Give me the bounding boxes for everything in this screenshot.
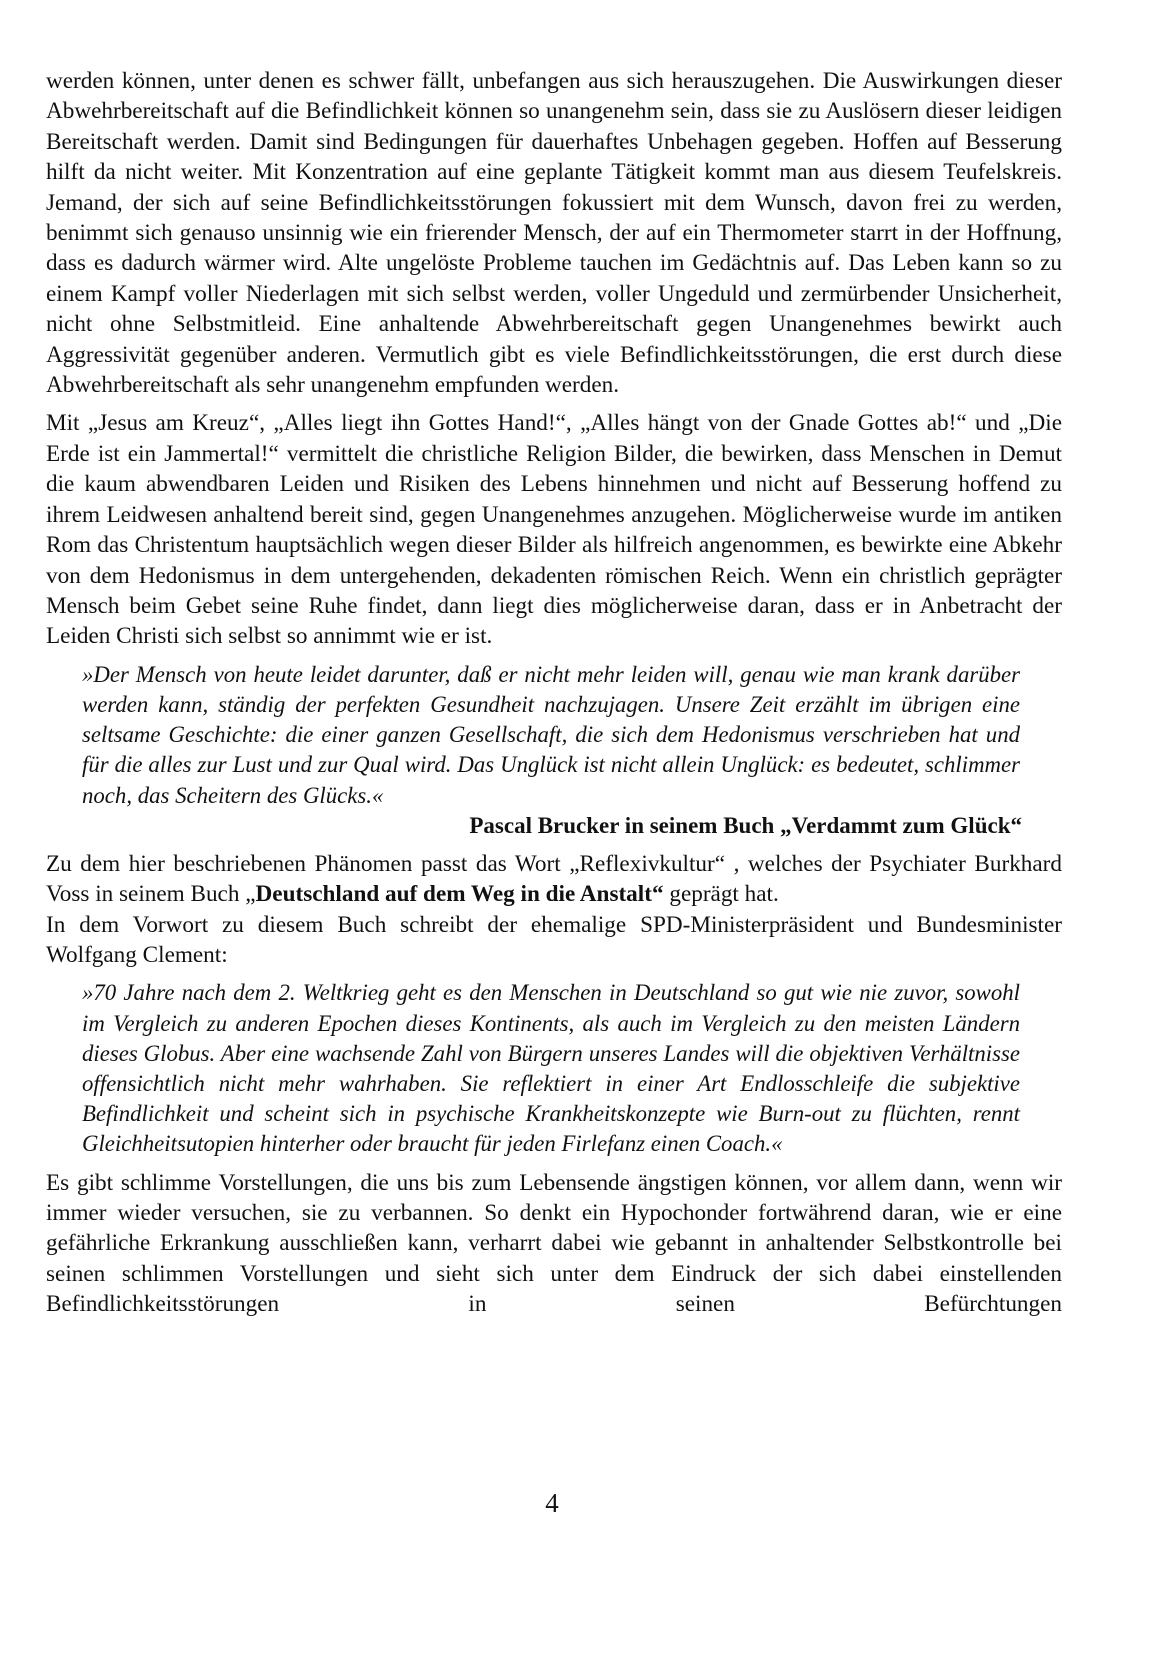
paragraph-christliche-religion: Mit „Jesus am Kreuz“, „Alles liegt ihn Gottes Hand!“, „Alles hängt von der Gnade Gottes ab!“ und „Die Erde ist ein Jammertal!“ vermittelt die christliche Religion Bilder, die bewirken, dass Menschen in Demut die kaum abwendbaren Leiden und Risiken des Lebens hinnehmen und nicht auf Besserung hoffend zu ihrem Leidwesen anhaltend bereit sind, gegen Unangenehmes anzugehen. Möglicherweise wurde im antiken Rom das Christentum hauptsächlich wegen dieser Bilder als hilfreich angenommen, es bewirkte eine Abkehr von dem Hedonismus in dem untergehenden, dekadenten römischen Reich. Wenn ein christlich geprägter Mensch beim Gebet seine Ruhe findet, dann liegt dies möglicherweise daran, dass er in Anbetracht der Leiden Christi sich selbst so annimmt wie er ist. xyxy=(46,410,1062,650)
paragraph-abwehrbereitschaft: werden können, unter denen es schwer fällt, unbefangen aus sich herauszugehen. Die Auswirkungen dieser Abwehrbereitschaft auf die Befindlichkeit können so unangenehm sein, dass sie zu Auslösern dieser leidigen Bereitschaft werden. Damit sind Bedingungen für dauerhaftes Unbehagen gegeben. Hoffen auf Besserung hilft da nicht weiter. Mit Konzentration auf eine geplante Tätigkeit kommt man aus diesem Teufelskreis. Jemand, der sich auf seine Befindlichkeitsstörungen fokussiert mit dem Wunsch, davon frei zu werden, benimmt sich genauso unsinnig wie ein frierender Mensch, der auf ein Thermometer starrt in der Hoffnung, dass es dadurch wärmer wird. Alte ungelöste Probleme tauchen im Gedächtnis auf. Das Leben kann so zu einem Kampf voller Niederlagen mit sich selbst werden, voller Ungeduld und zermürbender Unsicherheit, nicht ohne Selbstmitleid. Eine anhaltende Abwehrbereitschaft gegen Unangenehmes bewirkt auch Aggressivität gegenüber anderen. Vermutlich gibt es viele Befindlichkeitsstörungen, die erst durch diese Abwehrbereitschaft als sehr unangenehm empfunden werden. xyxy=(46,68,1062,399)
page-number: 4 xyxy=(545,1488,559,1518)
paragraph-reflexivkultur xyxy=(46,849,1062,910)
paragraph-vorwort: In dem Vorwort zu diesem Buch schreibt der ehemalige SPD-Ministerpräsident und Bundesminister Wolfgang Clement: xyxy=(46,911,1062,968)
paragraph-text: geprägt hat. xyxy=(663,881,779,908)
quote-attribution-brucker: Pascal Brucker in seinem Buch „Verdammt zum Glück“ xyxy=(469,812,1022,838)
book-title-bold: Deutschland auf dem Weg in die Anstalt“ xyxy=(255,881,664,908)
paragraph-hypochonder: Es gibt schlimme Vorstellungen, die uns bis zum Lebensende ängstigen können, vor allem dann, wenn wir immer wieder versuchen, sie zu verbannen. So denkt ein Hypochonder fortwährend daran, wie er eine gefährliche Erkrankung ausschließen kann, verharrt dabei wie gebannt in anhaltender Selbstkontrolle bei seinen schlimmen Vorstellungen und sieht sich unter dem Eindruck der sich dabei einstellenden Befindlichkeitsstörungen in seinen Befürchtungen xyxy=(46,1169,1062,1318)
paragraph-text: Zu dem hier beschriebenen Phänomen passt das Wort „Reflexivkultur“ , welches der Psychiater Burkhard Voss in seinem Buch „ xyxy=(46,850,1062,908)
block-quote-clement: »70 Jahre nach dem 2. Weltkrieg geht es den Menschen in Deutschland so gut wie nie zuvor, sowohl im Vergleich zu anderen Epochen dieses Kontinents, als auch im Vergleich zu den meisten Ländern dieses Globus. Aber eine wachsende Zahl von Bürgern unseres Landes will die objektiven Verhältnisse offensichtlich nicht mehr wahrhaben. Sie reflektiert in einer Art Endlosschleife die subjektive Befindlichkeit und scheint sich in psychische Krankheitskonzepte wie Burn-out zu flüchten, rennt Gleichheitsutopien hinterher oder braucht für jeden Firlefanz einen Coach.« xyxy=(82,980,1020,1157)
page-body xyxy=(46,66,1062,1320)
block-quote-brucker: »Der Mensch von heute leidet darunter, daß er nicht mehr leiden will, genau wie man krank darüber werden kann, ständig der perfekten Gesundheit nachzujagen. Unsere Zeit erzählt im übrigen eine seltsame Geschichte: die einer ganzen Gesellschaft, die sich dem Hedonismus verschrieben hat und für die alles zur Lust und zur Qual wird. Das Unglück ist nicht allein Unglück: es bedeutet, schlimmer noch, das Scheitern des Glücks.« xyxy=(82,661,1020,808)
